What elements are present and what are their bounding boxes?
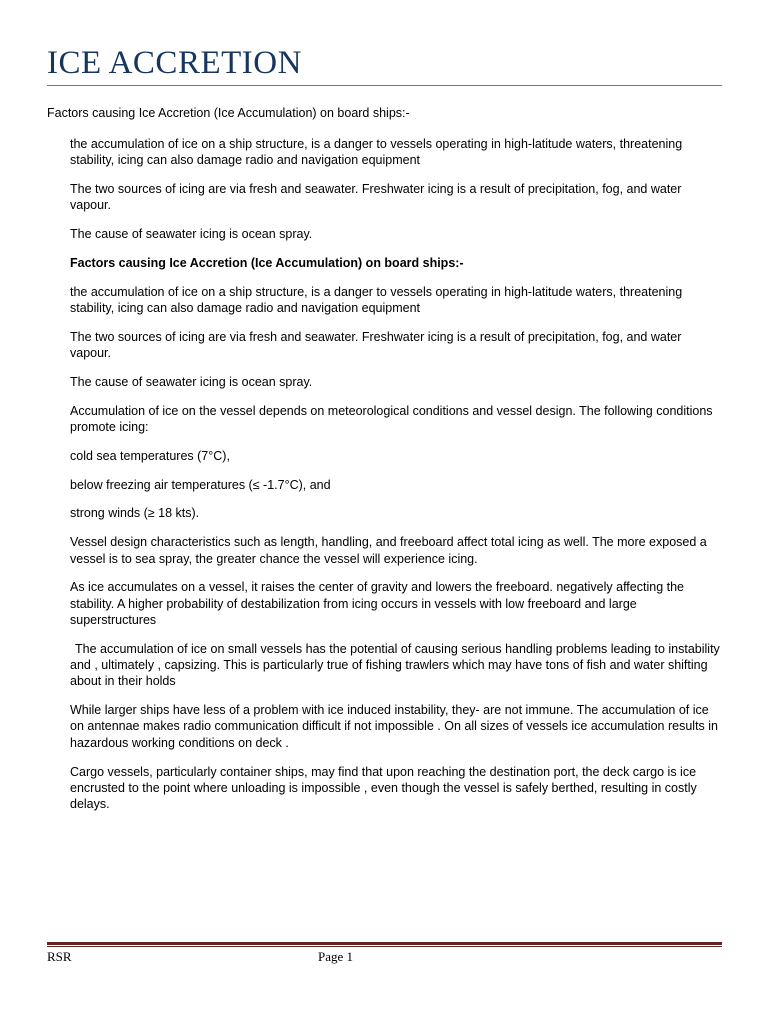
page-title: ICE ACCRETION [47, 45, 302, 81]
footer-page-number: Page 1 [318, 949, 354, 964]
paragraph: The two sources of icing are via fresh and seawater. Freshwater icing is a result of precipitation, fog, and water vapour. [70, 182, 682, 213]
intro-line: Factors causing Ice Accretion (Ice Accumulation) on board ships:- [47, 106, 410, 120]
title-underline [47, 85, 722, 86]
paragraph: The two sources of icing are via fresh and seawater. Freshwater icing is a result of precipitation, fog, and water vapour. [70, 329, 682, 361]
condition-item: strong winds (≥ 18 kts). [70, 506, 200, 521]
paragraph: Vessel design characteristics such as length, handling, and freeboard affect total icing as well. The more exposed a vessel is to sea spray, the greater chance the vessel will experience icing. [70, 535, 707, 566]
condition-item: below freezing air temperatures (≤ -1.7°C), and [70, 477, 331, 492]
footer-rule [47, 942, 722, 945]
paragraph: While larger ships have less of a problem with ice induced instability, they- are not immune. The accumulation of ice on antennae makes radio communication difficult if not impossible . On all sizes of vessels ice accumulation results in hazardous working conditions on deck . [70, 703, 718, 750]
paragraph: The cause of seawater icing is ocean spray. [70, 374, 313, 389]
document-body [70, 136, 722, 825]
paragraph: As ice accumulates on a vessel, it raises the center of gravity and lowers the freeboard. negatively affecting the stability. A higher probability of destabilization from icing occurs in vessels with low freeboard and large superstructures [70, 580, 684, 627]
paragraph: the accumulation of ice on a ship structure, is a danger to vessels operating in high-latitude waters, threatening stability, icing can also damage radio and navigation equipment [70, 137, 683, 168]
paragraph: The accumulation of ice on small vessels has the potential of causing serious handling problems leading to instability and , ultimately , capsizing. This is particularly true of fishing trawlers which may have tons of fish and water shifting about in their holds [70, 641, 720, 689]
paragraph: the accumulation of ice on a ship structure, is a danger to vessels operating in high-latitude waters, threatening stability, icing can also damage radio and navigation equipment [70, 284, 683, 316]
footer-rule-thin [47, 946, 722, 947]
paragraph: The cause of seawater icing is ocean spray. [70, 227, 313, 242]
bold-heading-paragraph: Factors causing Ice Accretion (Ice Accumulation) on board ships:- [70, 255, 464, 270]
paragraph: Accumulation of ice on the vessel depends on meteorological conditions and vessel design. The following conditions promote icing: [70, 403, 713, 435]
paragraph: Cargo vessels, particularly container ships, may find that upon reaching the destination port, the deck cargo is ice encrusted to the point where unloading is impossible , even though the vessel is safely berthed, resulting in costly delays. [70, 764, 697, 812]
footer-author: RSR [47, 949, 72, 964]
condition-item: cold sea temperatures (7°C), [70, 448, 230, 463]
